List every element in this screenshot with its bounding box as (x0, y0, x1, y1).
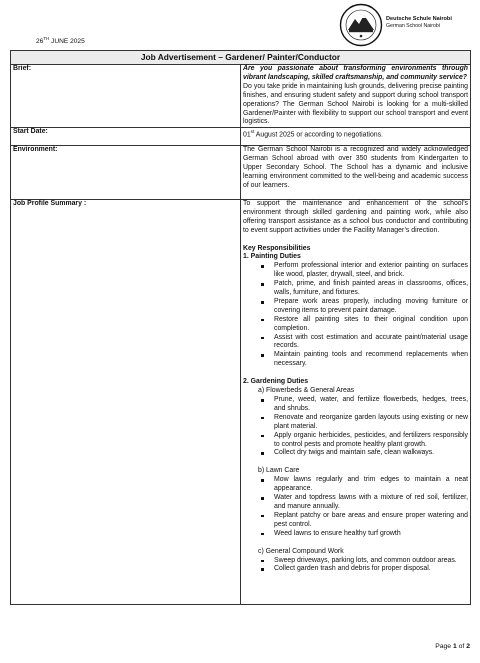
gardening-duties-heading: 2. Gardening Duties (243, 378, 309, 386)
flowerbeds-list (243, 396, 468, 458)
summary-content (241, 199, 471, 604)
list-item: Prune, weed, water, and fertilize flowerbeds, hedges, trees, and shrubs. (274, 396, 468, 412)
document-date (36, 36, 85, 45)
school-crest-icon (339, 3, 383, 47)
page-current: 1 (452, 643, 457, 650)
page-number (435, 643, 470, 650)
lawn-care-list (243, 476, 468, 538)
list-item: Prepare work areas properly, including moving furniture or covering items to prevent paint damage. (274, 297, 468, 314)
start-date-label: Start Date: (11, 128, 241, 146)
list-item: Replant patchy or bare areas and ensure proper watering and pest control. (274, 511, 468, 528)
compound-work-heading: c) General Compound Work (258, 547, 344, 555)
date-suffix: TH (43, 36, 50, 41)
list-item: Water and topdress lawns with a mixture of red soil, fertilizer, and manure annually. (274, 494, 468, 510)
list-item: Apply organic herbicides, pesticides, and fertilizers responsibly to control pests and promote healthy plant growth. (274, 431, 468, 448)
summary-body: To support the maintenance and enhancement of the school’s environment through skilled gardening and painting work, while also offering transport assistance as a school bus conductor and contributing to event support activities under the Facility Manager’s direction. (243, 199, 468, 234)
brief-row (11, 65, 471, 128)
list-item: Renovate and reorganize garden layouts using existing or new plant material. (274, 413, 468, 430)
brief-content (241, 65, 471, 128)
start-date-rest: August 2025 or according to negotiations. (254, 131, 383, 139)
brief-lead: Are you passionate about transforming environments through vibrant landscaping, skilled craftsmanship, and community service? (243, 65, 468, 81)
page-title: Job Advertisement – Gardener/ Painter/Conductor (11, 51, 471, 65)
summary-row (11, 199, 471, 604)
list-item: Restore all painting sites to their original condition upon completion. (274, 315, 468, 332)
brief-label: Brief: (11, 65, 241, 128)
list-item: Assist with cost estimation and accurate paint/material usage records. (274, 333, 468, 350)
list-item: Collect dry twigs and maintain safe, clean walkways. (274, 449, 468, 458)
key-responsibilities-heading: Key Responsibilities (243, 244, 311, 252)
painting-duties-heading: 1. Painting Duties (243, 253, 301, 261)
start-day-suffix: st (250, 129, 255, 135)
list-item: Weed lawns to ensure healthy turf growth (274, 530, 468, 539)
job-advert-table (10, 50, 471, 605)
school-name-block (386, 16, 478, 30)
painting-duties-list (243, 262, 468, 369)
compound-work-list (243, 557, 468, 575)
school-name: Deutsche Schule Nairobi (386, 16, 452, 22)
school-subtitle: German School Nairobi (386, 23, 440, 29)
flowerbeds-heading: a) Flowerbeds & General Areas (258, 387, 355, 395)
list-item: Mow lawns regularly and trim edges to maintain a neat appearance. (274, 476, 468, 493)
start-date-value (241, 128, 471, 146)
environment-label: Environment: (11, 146, 241, 200)
summary-label: Job Profile Summary : (11, 199, 241, 604)
list-item: Patch, prime, and finish painted areas in classrooms, offices, walls, furniture, and fixtures. (274, 280, 468, 297)
date-day: 26 (36, 38, 44, 46)
page-total: 2 (466, 643, 470, 650)
page-label: Page (435, 643, 453, 650)
list-item: Sweep driveways, parking lots, and common outdoor areas. (274, 557, 468, 566)
page-of: of (456, 643, 467, 650)
start-day: 01 (243, 131, 251, 139)
list-item: Perform professional interior and exterior painting on surfaces like wood, plaster, drywall, steel, and brick. (274, 262, 468, 279)
list-item: Maintain painting tools and recommend replacements when necessary. (274, 351, 468, 368)
environment-row (11, 146, 471, 200)
brief-body: Do you take pride in maintaining lush grounds, delivering precise painting finishes, and ensuring student safety and support during school transport operations? The German School Nairobi is looking for a multi-skilled Gardener/Painter with flexibility to support our school transport and event logistics. (243, 82, 468, 126)
start-date-row (11, 128, 471, 146)
environment-content: The German School Nairobi is a recognized and widely acknowledged German School abroad with over 350 students from Kindergarten to Upper Secondary School. The School has a dynamic and inclusive learning environment committed to the well-being and academic success of our learners. (241, 146, 471, 200)
lawn-care-heading: b) Lawn Care (258, 467, 300, 475)
list-item: Collect garden trash and debris for proper disposal. (274, 565, 468, 574)
date-month-year: JUNE 2025 (49, 38, 85, 46)
title-row (11, 51, 471, 65)
